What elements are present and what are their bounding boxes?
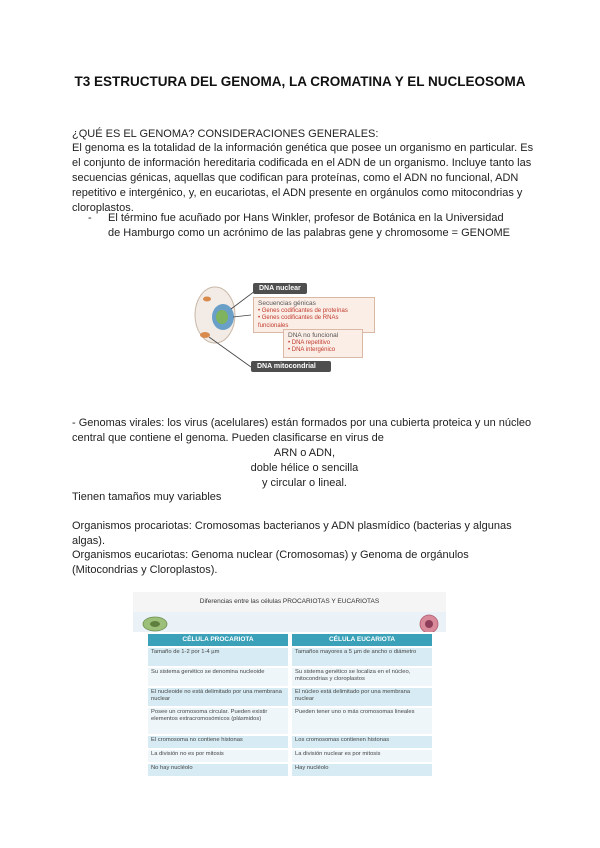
prokaryote-line: Organismos procariotas: Cromosomas bacterianos y ADN plasmídico (bacterias y algunas algas). xyxy=(72,520,512,547)
secuencias-box xyxy=(253,297,375,333)
table-cell: El núcleo está delimitado por una membrana nuclear xyxy=(292,688,432,706)
viral-option: doble hélice o sencilla xyxy=(250,462,359,474)
col-header-procariota: CÉLULA PROCARIOTA xyxy=(148,634,288,646)
table-cell: El nucleoide no está delimitado por una membrana nuclear xyxy=(148,688,288,706)
table-cell: Su sistema genético se localiza en el núcleo, mitocondrias y cloroplastos xyxy=(292,668,432,686)
page-title: T3 ESTRUCTURA DEL GENOMA, LA CROMATINA Y EL NUCLEOSOMA xyxy=(74,74,526,89)
secuencias-item: • Genes codificantes de RNAs funcionales xyxy=(258,315,339,329)
cell-comparison-table xyxy=(133,592,446,796)
secuencias-item: • Genes codificantes de proteínas xyxy=(258,307,348,314)
no-funcional-item: • DNA intergénico xyxy=(288,347,336,353)
table-cell: Posee un cromosoma circular. Pueden existir elementos extracromosómicos (plásmidos) xyxy=(148,708,288,734)
eukaryote-line: Organismos eucariotas: Genoma nuclear (Cromosomas) y Genoma de orgánulos (Mitocondrias y Cloroplastos). xyxy=(72,549,469,576)
no-funcional-box xyxy=(283,329,363,358)
col-header-eucariota: CÉLULA EUCARIOTA xyxy=(292,634,432,646)
table-cell: Los cromosomas contienen histonas xyxy=(292,736,432,748)
table-cell: La división nuclear es por mitosis xyxy=(292,750,432,762)
table-cell: Tamaño de 1-2 por 1-4 µm xyxy=(148,648,288,666)
table-cell: Su sistema genético se denomina nucleoide xyxy=(148,668,288,686)
cell-icons xyxy=(133,612,446,632)
no-funcional-title: DNA no funcional xyxy=(288,332,339,339)
dna-mito-label: DNA mitocondrial xyxy=(251,361,331,372)
table-cell: La división no es por mitosis xyxy=(148,750,288,762)
sizes-line: Tienen tamaños muy variables xyxy=(72,491,222,503)
bullet-text: El término fue acuñado por Hans Winkler, profesor de Botánica en la Universidad de Hamburgo como un acrónimo de las palabras gene y chromosome = GENOME xyxy=(108,212,510,239)
viral-option: y circular o lineal. xyxy=(262,477,347,489)
secuencias-title: Secuencias génicas xyxy=(258,300,316,307)
viral-option: ARN o ADN, xyxy=(273,447,336,459)
table-cell: Hay nucléolo xyxy=(292,764,432,776)
genome-diagram xyxy=(193,277,373,377)
viral-paragraph: - Genomas virales: los virus (acelulares) están formados por una cubierta proteica y un núcleo central que contiene el genoma. Pueden clasificarse en virus de xyxy=(72,417,532,444)
table-cell: No hay nucléolo xyxy=(148,764,288,776)
bullet-dash: - xyxy=(88,212,92,224)
dna-nuclear-label: DNA nuclear xyxy=(253,283,307,294)
table-caption: Diferencias entre las células PROCARIOTAS Y EUCARIOTAS xyxy=(133,592,446,613)
table-banner xyxy=(133,612,446,632)
section-heading: ¿QUÉ ES EL GENOMA? CONSIDERACIONES GENERALES: xyxy=(72,128,379,140)
intro-paragraph: El genoma es la totalidad de la información genética que posee un organismo en particular. Es el conjunto de información hereditaria codificada en el ADN de un organismo. Incluye tanto las secuencias génicas, aquellas que codifican para proteínas, como el ADN no funcional, ADN repetitivo e intergénico, y, en eucariotas, el ADN presente en orgánulos como mitocondrias y cloroplastos. xyxy=(72,142,534,214)
table-cell: Pueden tener uno o más cromosomas lineales xyxy=(292,708,432,734)
no-funcional-item: • DNA repetitivo xyxy=(288,339,331,346)
table-cell: El cromosoma no contiene histonas xyxy=(148,736,288,748)
table-cell: Tamaños mayores a 5 µm de ancho o diámetro xyxy=(292,648,432,666)
